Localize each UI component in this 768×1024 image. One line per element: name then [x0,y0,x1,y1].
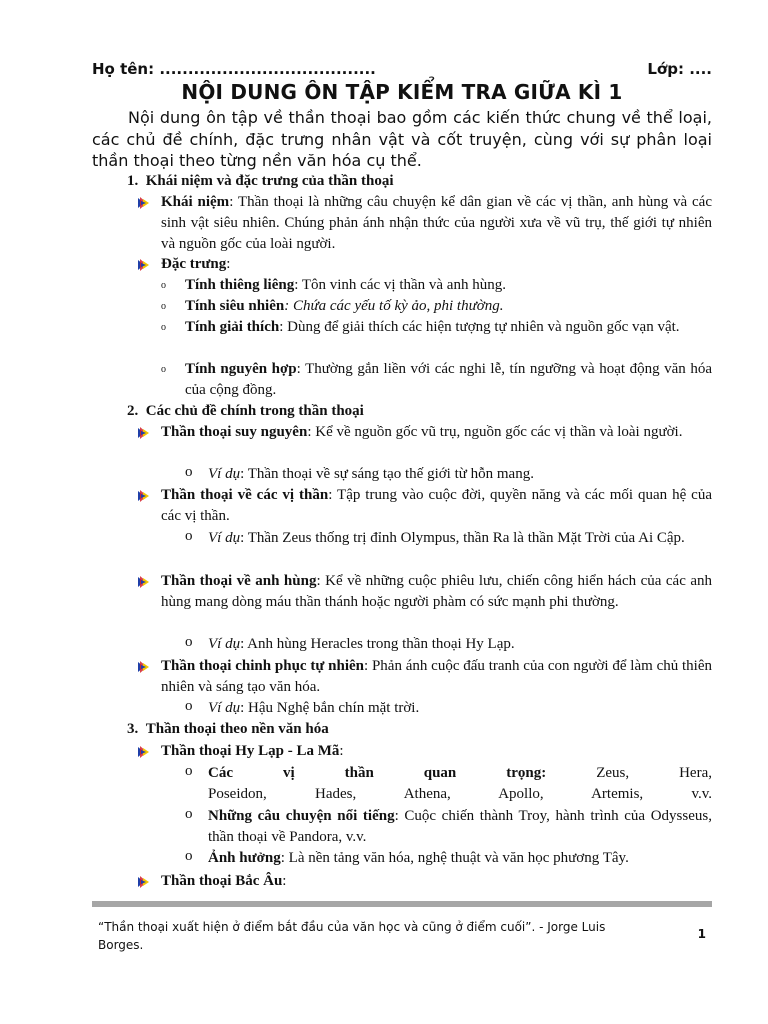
concept-paragraph [161,192,712,255]
circle-bullet-icon: o [185,763,193,779]
feature-item: Tính giải thích: Dùng để giải thích các hiện tượng tự nhiên và nguồn gốc vạn vật. [185,319,680,335]
theme-example: Ví dụ: Thần thoại về sự sáng tạo thế giới từ hỗn mang. [208,466,534,482]
circle-bullet-icon: o [161,364,166,375]
greek-item: Ảnh hưởng: Là nền tảng văn hóa, nghệ thuật và văn học phương Tây. [208,850,629,866]
section-title: Khái niệm và đặc trưng của thần thoại [145,173,394,189]
arrow-bullet-icon [137,745,151,759]
document-title: NỘI DUNG ÔN TẬP KIỂM TRA GIỮA KÌ 1 [181,80,623,104]
theme-item: Thần thoại về các vị thần: Tập trung vào cuộc đời, quyền năng và các mối quan hệ của các vị thần. [161,487,712,524]
circle-bullet-icon: o [185,528,193,544]
arrow-bullet-icon [137,196,151,210]
arrow-bullet-icon [137,489,151,503]
page-number: 1 [697,927,706,941]
greek-item: Các vị thần quan trọng: Zeus, Hera, Poseidon, Hades, Athena, Apollo, Artemis, v.v. [208,765,712,802]
concept-text: : Thần thoại là những câu chuyện kể dân gian về các vị thần, anh hùng và các sinh vật siêu nhiên. Chúng phản ánh nhận thức của người xưa về vũ trụ, thế giới tự nhiên và nguồn gốc của loài người. [161,194,712,252]
circle-bullet-icon: o [185,806,193,822]
arrow-bullet-icon [137,875,151,889]
feature-item: Tính thiêng liêng: Tôn vinh các vị thần và anh hùng. [185,277,506,293]
circle-bullet-icon: o [185,848,193,864]
arrow-bullet-icon [137,426,151,440]
features-term: Đặc trưng [161,256,227,272]
circle-bullet-icon: o [185,464,193,480]
theme-example: Ví dụ: Thần Zeus thống trị đỉnh Olympus, thần Ra là thần Mặt Trời của Ai Cập. [208,530,685,546]
circle-bullet-icon: o [185,698,193,714]
arrow-bullet-icon [137,575,151,589]
arrow-bullet-icon [137,258,151,272]
footer-quote: “Thần thoại xuất hiện ở điểm bắt đầu của văn học và cũng ở điểm cuối”. - Jorge Luis Borges. [98,920,606,952]
concept-term: Khái niệm [161,194,230,210]
circle-bullet-icon: o [161,280,166,291]
section-3-heading: 3. Thần thoại theo nền văn hóa [127,721,329,737]
section-number: 1. [127,173,139,189]
circle-bullet-icon: o [185,634,193,650]
features-heading: Đặc trưng: [161,256,231,272]
greek-roman-heading: Thần thoại Hy Lạp - La Mã: [161,743,344,759]
intro-paragraph: Nội dung ôn tập về thần thoại bao gồm các kiến thức chung về thể loại, các chủ đề chính, đặc trưng nhân vật và cốt truyện, cùng với sự phân loại thần thoại theo từng nền văn hóa cụ thể. [92,108,712,170]
name-field-label: Họ tên: ...................................... [92,60,376,78]
theme-example: Ví dụ: Hậu Nghệ bắn chín mặt trời. [208,700,420,716]
theme-example: Ví dụ: Anh hùng Heracles trong thần thoại Hy Lạp. [208,636,515,652]
class-field-label: Lớp: .... [647,60,712,78]
theme-item: Thần thoại suy nguyên: Kể về nguồn gốc vũ trụ, nguồn gốc các vị thần và loài người. [161,424,683,440]
section-2-heading: 2. Các chủ đề chính trong thần thoại [127,403,364,419]
section-1-heading [127,173,394,190]
norse-heading: Thần thoại Bắc Âu: [161,873,287,889]
feature-item: Tính siêu nhiên: Chứa các yếu tố kỳ ảo, phi thường. [185,298,504,314]
header-line [92,60,712,82]
theme-item: Thần thoại về anh hùng: Kể về những cuộc phiêu lưu, chiến công hiển hách của các anh hùng mang dòng máu thần thánh hoặc người phàm có sức mạnh phi thường. [161,573,712,610]
circle-bullet-icon: o [161,322,166,333]
theme-item: Thần thoại chinh phục tự nhiên: Phản ánh cuộc đấu tranh của con người để làm chủ thiên nhiên và sáng tạo văn hóa. [161,658,712,695]
arrow-bullet-icon [137,660,151,674]
greek-item: Những câu chuyện nổi tiếng: Cuộc chiến thành Troy, hành trình của Odysseus, thần thoại về Pandora, v.v. [208,808,712,845]
feature-item: Tính nguyên hợp: Thường gắn liền với các nghi lễ, tín ngưỡng và hoạt động văn hóa của cộng đồng. [185,361,712,398]
circle-bullet-icon: o [161,301,166,312]
footer-divider [92,901,712,907]
